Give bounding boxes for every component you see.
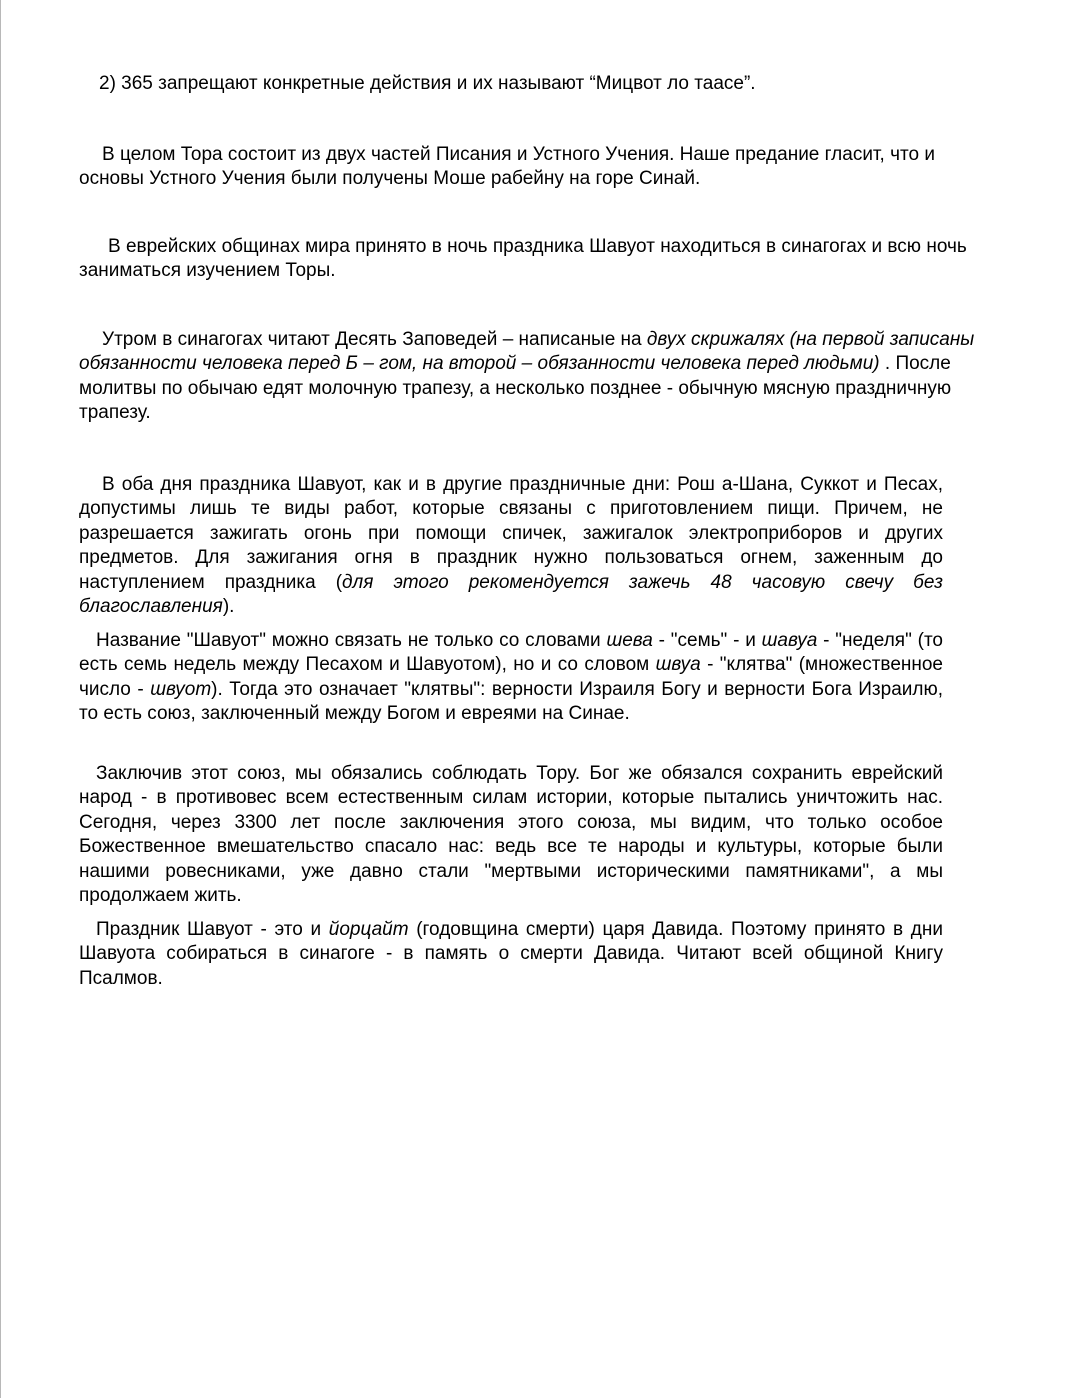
- paragraph-text: В еврейских общинах мира принято в ночь праздника Шавуот находиться в синагогах и всю ночь заниматься изучением Торы.: [79, 236, 967, 282]
- paragraph-shavuot-name: [79, 629, 943, 727]
- paragraph-mitzvot-lo-taase: [99, 72, 959, 96]
- paragraph-text: В целом Тора состоит из двух частей Писания и Устного Учения. Наше предание гласит, что и основы Устного Учения были получены Моше рабейну на горе Синай.: [79, 144, 935, 190]
- paragraph-night-study: [79, 235, 999, 284]
- paragraph-text: - "клятва" (множественное число -: [79, 654, 943, 700]
- paragraph-italic-text: швуот: [150, 678, 212, 700]
- paragraph-text: Праздник Шавуот - это и: [96, 919, 329, 940]
- paragraph-italic-text: для этого рекомендуется зажечь 48 часовую свечу без благославления: [79, 571, 944, 618]
- paragraph-text: 2) 365 запрещают конкретные действия и их называют “Мицвот ло таасе”.: [99, 73, 756, 94]
- paragraph-text: Название "Шавуот" можно связать не только со словами: [96, 630, 607, 651]
- paragraph-italic-text: йорцайт: [328, 919, 409, 940]
- paragraph-italic-text: швуа: [655, 654, 701, 676]
- paragraph-torah-parts: [79, 143, 999, 192]
- paragraph-yahrzeit-david: [79, 918, 943, 991]
- paragraph-morning-reading: [79, 328, 1004, 426]
- paragraph-text: В оба дня праздника Шавуот, как и в другие праздничные дни: Рош а-Шана, Суккот и Песах, допустимы лишь те виды работ, которые связаны с приготовлением пищи. Причем, не разрешается зажигать огонь при помощи спичек, зажигалок электроприборов и других предметов. Для зажигания огня в праздник нужно пользоваться огнем, заженным до наступлением праздника (: [79, 474, 943, 593]
- paragraph-text: - "семь" - и: [652, 630, 762, 651]
- paragraph-text: (годовщина смерти) царя Давида. Поэтому принято в дни Шавуота собираться в синагоге - в память о смерти Давида. Читают всей общиной Книгу Псалмов.: [79, 919, 943, 989]
- paragraph-text: Заключив этот союз, мы обязались соблюдать Тору. Бог же обязался сохранить еврейский народ - в противовес всем естественным силам истории, которые пытались уничтожить нас. Сегодня, через 3300 лет после заключения этого союза, мы видим, что только особое Божественное вмешательство спасало нас: ведь все те народы и культуры, которые были нашими ровесниками, уже давно стали "мертвыми историческими памятниками", а мы продолжаем жить.: [79, 763, 943, 907]
- paragraph-text: ).: [222, 596, 235, 618]
- paragraph-text: . После молитвы по обычаю едят молочную трапезу, а несколько позднее - обычную мясную праздничную трапезу.: [79, 353, 952, 424]
- paragraph-text: ). Тогда это означает "клятвы": верности Израиля Богу и верности Бога Израилю, то есть союз, заключенный между Богом и евреями на Синае.: [79, 678, 943, 725]
- paragraph-text: - "неделя" (то есть семь недель между Песахом и Шавуотом), но и со словом: [79, 630, 944, 676]
- paragraph-holiday-work: [79, 473, 943, 619]
- paragraph-italic-text: шева: [606, 630, 653, 651]
- paragraph-text: Утром в синагогах читают Десять Заповедей – написаные на: [102, 329, 647, 350]
- paragraph-covenant: [79, 762, 943, 908]
- paragraph-italic-text: двух скрижалях (на первой записаны обязанности человека перед Б – гом, на второй – обязанности человека перед людьми): [79, 329, 975, 375]
- paragraph-italic-text: шавуа: [761, 630, 818, 651]
